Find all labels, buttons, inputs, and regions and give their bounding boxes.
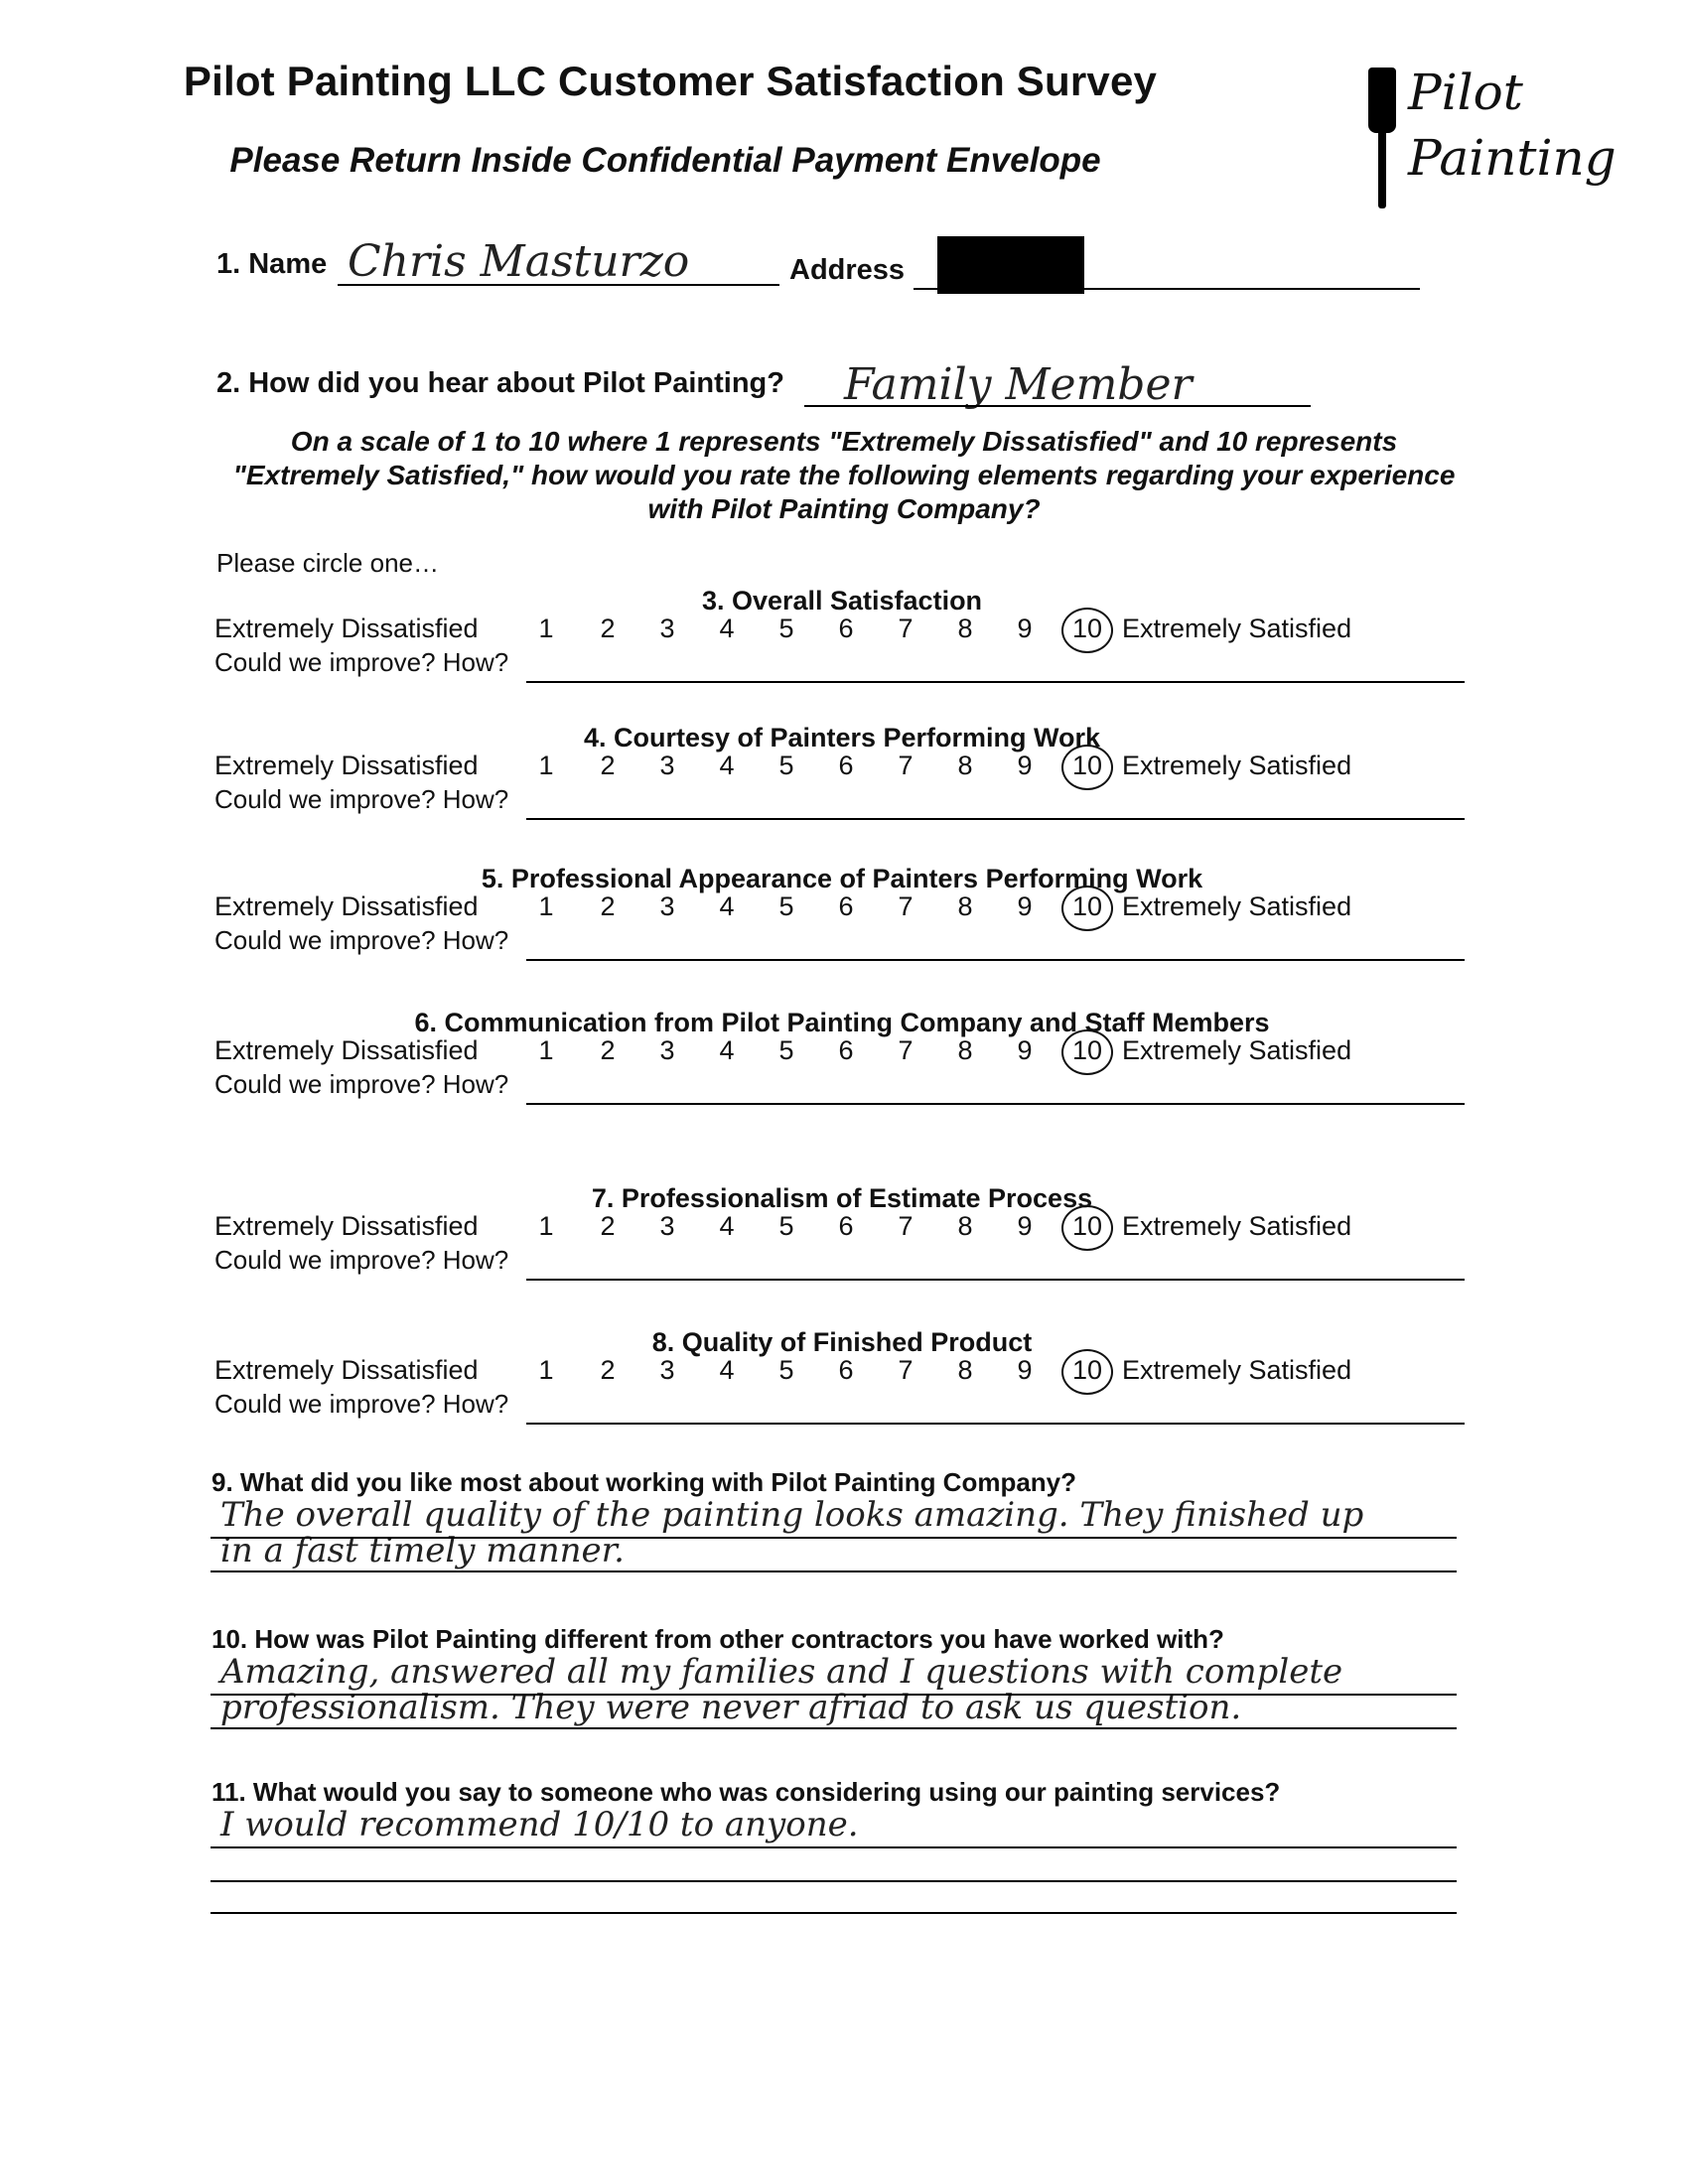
answer-line-1: Amazing, answered all my families and I questions with complete <box>220 1652 1343 1692</box>
rating-option-9[interactable]: 9 <box>1017 1035 1033 1065</box>
rating-option-2[interactable]: 2 <box>600 1035 616 1065</box>
rating-option-10[interactable]: 10 <box>1067 891 1107 922</box>
scale-low-label: Extremely Dissatisfied <box>214 1035 479 1065</box>
name-field[interactable] <box>338 284 779 286</box>
rating-option-1[interactable]: 1 <box>538 1355 554 1385</box>
rating-option-7[interactable]: 7 <box>898 614 914 643</box>
rating-option-9[interactable]: 9 <box>1017 1355 1033 1385</box>
rating-option-8[interactable]: 8 <box>957 1355 973 1385</box>
scale-low-label: Extremely Dissatisfied <box>214 751 479 780</box>
scale-high-label: Extremely Satisfied <box>1122 1355 1352 1385</box>
rating-option-5[interactable]: 5 <box>778 1355 794 1385</box>
question-title: 3. Overall Satisfaction <box>701 586 983 615</box>
rating-option-3[interactable]: 3 <box>659 891 675 921</box>
rating-option-8[interactable]: 8 <box>957 1211 973 1241</box>
scale-low-label: Extremely Dissatisfied <box>214 1355 479 1385</box>
rating-option-3[interactable]: 3 <box>659 1035 675 1065</box>
rating-option-9[interactable]: 9 <box>1017 891 1033 921</box>
answer-field-line[interactable] <box>211 1570 1457 1572</box>
rating-option-7[interactable]: 7 <box>898 891 914 921</box>
rating-option-6[interactable]: 6 <box>838 614 854 643</box>
survey-subtitle: Please Return Inside Confidential Payment Envelope <box>229 141 1101 180</box>
question-title: 7. Professionalism of Estimate Process <box>591 1183 1093 1213</box>
rating-option-2[interactable]: 2 <box>600 1211 616 1241</box>
improve-field[interactable] <box>526 1423 1465 1425</box>
selected-rating-circle <box>1061 1349 1113 1395</box>
rating-option-9[interactable]: 9 <box>1017 751 1033 780</box>
rating-option-6[interactable]: 6 <box>838 1035 854 1065</box>
answer-line-2: professionalism. They were never afriad to ask us question. <box>220 1688 1242 1727</box>
question-title: 8. Quality of Finished Product <box>651 1327 1033 1357</box>
selected-rating-circle <box>1061 886 1113 931</box>
rating-option-5[interactable]: 5 <box>778 751 794 780</box>
circle-instruction: Please circle one… <box>216 548 439 578</box>
rating-option-1[interactable]: 1 <box>538 1211 554 1241</box>
hear-label: 2. How did you hear about Pilot Painting? <box>216 367 784 399</box>
address-label: Address <box>789 254 906 286</box>
scale-high-label: Extremely Satisfied <box>1122 614 1352 643</box>
rating-option-5[interactable]: 5 <box>778 614 794 643</box>
rating-option-10[interactable]: 10 <box>1067 614 1107 644</box>
rating-option-9[interactable]: 9 <box>1017 1211 1033 1241</box>
rating-option-5[interactable]: 5 <box>778 1035 794 1065</box>
answer-line-1: I would recommend 10/10 to anyone. <box>220 1805 859 1844</box>
scale-low-label: Extremely Dissatisfied <box>214 891 479 921</box>
rating-option-1[interactable]: 1 <box>538 891 554 921</box>
answer-field-line[interactable] <box>211 1846 1457 1848</box>
rating-option-1[interactable]: 1 <box>538 1035 554 1065</box>
rating-option-4[interactable]: 4 <box>719 891 735 921</box>
rating-option-3[interactable]: 3 <box>659 614 675 643</box>
rating-option-1[interactable]: 1 <box>538 614 554 643</box>
hear-field[interactable] <box>804 405 1311 407</box>
rating-option-4[interactable]: 4 <box>719 1355 735 1385</box>
scale-high-label: Extremely Satisfied <box>1122 891 1352 921</box>
rating-option-1[interactable]: 1 <box>538 751 554 780</box>
rating-option-8[interactable]: 8 <box>957 751 973 780</box>
rating-option-10[interactable]: 10 <box>1067 1211 1107 1242</box>
rating-option-10[interactable]: 10 <box>1067 1035 1107 1066</box>
rating-option-2[interactable]: 2 <box>600 1355 616 1385</box>
answer-field-line[interactable] <box>211 1694 1457 1696</box>
answer-field-line[interactable] <box>211 1880 1457 1882</box>
rating-instructions: On a scale of 1 to 10 where 1 represents "Extremely Dissatisfied" and 10 represents "Extremely Satisfied," how would you rate the following elements regarding your experience with Pilot Painting Company? <box>232 426 1456 524</box>
name-label: 1. Name <box>216 248 328 280</box>
paintbrush-handle <box>1378 127 1386 208</box>
improve-field[interactable] <box>526 1279 1465 1281</box>
improve-field[interactable] <box>526 681 1465 683</box>
open-question-title: 11. What would you say to someone who was considering using our painting services? <box>211 1777 1281 1807</box>
rating-option-8[interactable]: 8 <box>957 614 973 643</box>
improve-field[interactable] <box>526 959 1465 961</box>
rating-option-2[interactable]: 2 <box>600 891 616 921</box>
answer-field-line[interactable] <box>211 1912 1457 1914</box>
rating-option-10[interactable]: 10 <box>1067 751 1107 781</box>
open-question-title: 9. What did you like most about working with Pilot Painting Company? <box>211 1467 1077 1497</box>
scale-high-label: Extremely Satisfied <box>1122 751 1352 780</box>
rating-option-2[interactable]: 2 <box>600 751 616 780</box>
improve-field[interactable] <box>526 818 1465 820</box>
rating-option-3[interactable]: 3 <box>659 751 675 780</box>
rating-option-3[interactable]: 3 <box>659 1211 675 1241</box>
rating-option-4[interactable]: 4 <box>719 1211 735 1241</box>
rating-option-6[interactable]: 6 <box>838 1355 854 1385</box>
improve-label: Could we improve? How? <box>214 925 509 955</box>
rating-option-4[interactable]: 4 <box>719 1035 735 1065</box>
rating-option-2[interactable]: 2 <box>600 614 616 643</box>
question-title: 4. Courtesy of Painters Performing Work <box>583 723 1101 752</box>
logo-word-pilot: Pilot <box>1408 64 1523 121</box>
rating-option-7[interactable]: 7 <box>898 1035 914 1065</box>
rating-option-4[interactable]: 4 <box>719 614 735 643</box>
selected-rating-circle <box>1061 745 1113 790</box>
improve-label: Could we improve? How? <box>214 784 509 814</box>
rating-option-5[interactable]: 5 <box>778 891 794 921</box>
rating-option-6[interactable]: 6 <box>838 1211 854 1241</box>
name-value: Chris Masturzo <box>348 236 690 287</box>
rating-option-7[interactable]: 7 <box>898 1355 914 1385</box>
selected-rating-circle <box>1061 608 1113 653</box>
rating-option-7[interactable]: 7 <box>898 751 914 780</box>
scale-high-label: Extremely Satisfied <box>1122 1211 1352 1241</box>
answer-field-line[interactable] <box>211 1727 1457 1729</box>
answer-line-2: in a fast timely manner. <box>220 1531 625 1570</box>
rating-option-7[interactable]: 7 <box>898 1211 914 1241</box>
open-question-title: 10. How was Pilot Painting different from other contractors you have worked with? <box>211 1624 1224 1654</box>
question-title: 5. Professional Appearance of Painters Performing Work <box>481 864 1203 893</box>
rating-option-9[interactable]: 9 <box>1017 614 1033 643</box>
rating-option-5[interactable]: 5 <box>778 1211 794 1241</box>
scale-high-label: Extremely Satisfied <box>1122 1035 1352 1065</box>
hear-value: Family Member <box>844 359 1193 410</box>
selected-rating-circle <box>1061 1029 1113 1075</box>
rating-option-3[interactable]: 3 <box>659 1355 675 1385</box>
question-title: 6. Communication from Pilot Painting Company and Staff Members <box>414 1008 1270 1037</box>
improve-field[interactable] <box>526 1103 1465 1105</box>
rating-option-10[interactable]: 10 <box>1067 1355 1107 1386</box>
rating-option-8[interactable]: 8 <box>957 891 973 921</box>
improve-label: Could we improve? How? <box>214 1069 509 1099</box>
paintbrush-icon <box>1368 68 1396 133</box>
selected-rating-circle <box>1061 1205 1113 1251</box>
pilot-painting-logo <box>1368 64 1666 216</box>
improve-label: Could we improve? How? <box>214 1245 509 1275</box>
answer-field-line[interactable] <box>211 1537 1457 1539</box>
survey-title: Pilot Painting LLC Customer Satisfaction Survey <box>183 58 1158 104</box>
logo-word-painting: Painting <box>1408 129 1617 187</box>
rating-option-6[interactable]: 6 <box>838 751 854 780</box>
scale-low-label: Extremely Dissatisfied <box>214 614 479 643</box>
answer-line-1: The overall quality of the painting looks amazing. They finished up <box>220 1495 1364 1535</box>
rating-option-8[interactable]: 8 <box>957 1035 973 1065</box>
improve-label: Could we improve? How? <box>214 647 509 677</box>
improve-label: Could we improve? How? <box>214 1389 509 1419</box>
rating-option-6[interactable]: 6 <box>838 891 854 921</box>
scale-low-label: Extremely Dissatisfied <box>214 1211 479 1241</box>
address-redaction <box>937 236 1084 294</box>
rating-option-4[interactable]: 4 <box>719 751 735 780</box>
